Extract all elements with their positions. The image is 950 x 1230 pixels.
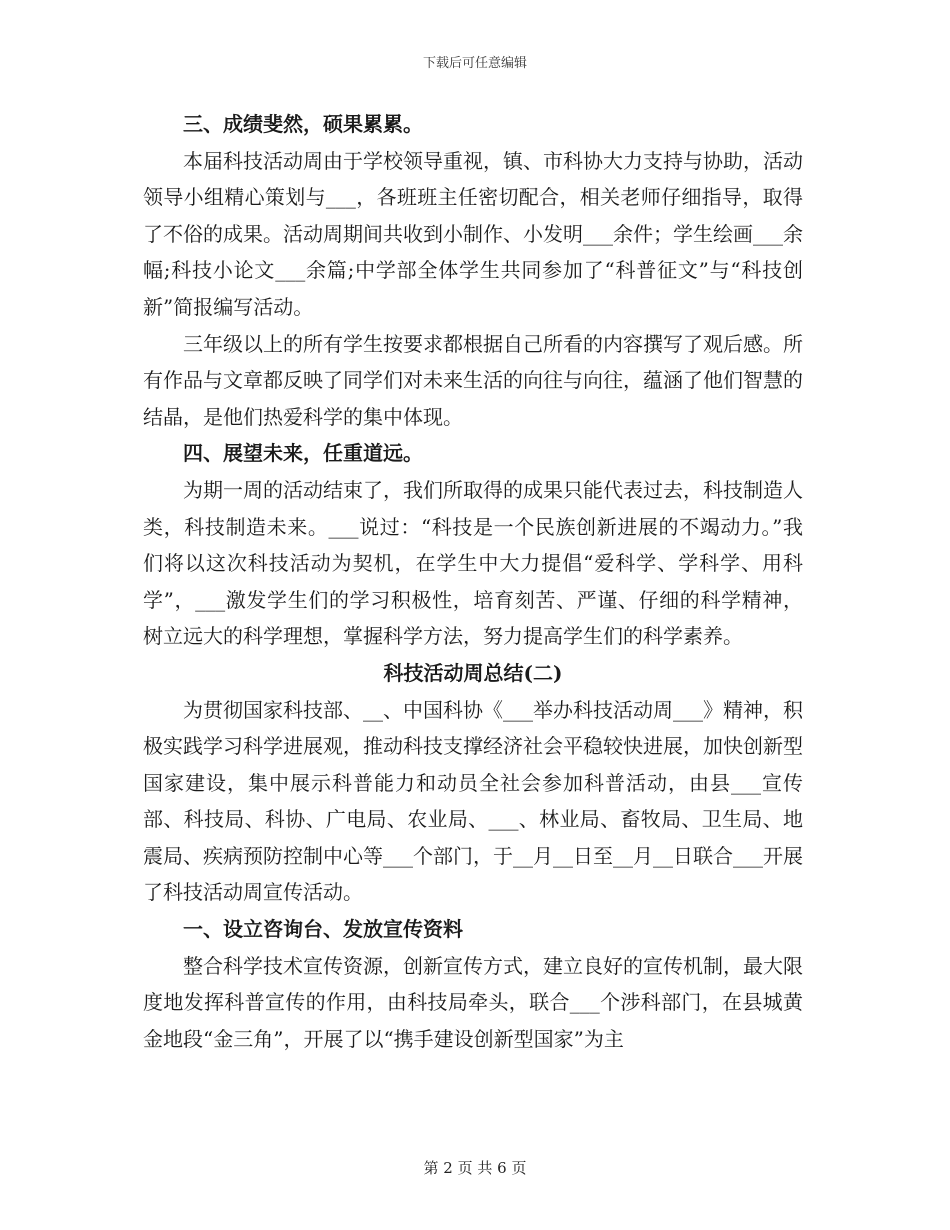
page-footer: 第 2 页 共 6 页 <box>423 1159 527 1177</box>
section-heading-4: 四、展望未来，任重道远。 <box>183 441 423 466</box>
page-header: 下载后可任意编辑 <box>422 56 527 71</box>
paragraph: 为期一周的活动结束了，我们所取得的成果只能代表过去，科技制造人类，科技制造未来。___说过：“科技是一个民族创新进展的不竭动力。”我们将以这次科技活动为契机，在学生中大力提倡“爱科学、学科学、用科学”，___激发学生们的学习积极性，培育刻苦、严谨、仔细的科学精神，树立远大的科学理想，掌握科学方法，努力提高学生们的科学素养。 <box>143 477 803 649</box>
paragraph: 整合科学技术宣传资源，创新宣传方式，建立良好的宣传机制，最大限度地发挥科普宣传的作用，由科技局牵头，联合___个涉科部门，在县城黄金地段“金三角”，开展了以“携手建设创新型国家”为主 <box>143 953 803 1051</box>
paragraph: 三年级以上的所有学生按要求都根据自己所看的内容撰写了观后感。所有作品与文章都反映了同学们对未来生活的向往与向往，蕴涵了他们智慧的结晶，是他们热爱科学的集中体现。 <box>143 331 803 429</box>
document-title: 科技活动周总结(二) <box>383 660 563 685</box>
paragraph: 为贯彻国家科技部、__、中国科协《___举办科技活动周___》精神，积极实践学习科学进展观，推动科技支撑经济社会平稳较快进展，加快创新型国家建设，集中展示科普能力和动员全社会参加科普活动，由县___宣传部、科技局、科协、广电局、农业局、___、林业局、畜牧局、卫生局、地震局、疾病预防控制中心等___个部门，于__月__日至__月__日联合___开展了科技活动周宣传活动。 <box>143 697 803 905</box>
section-heading-1: 一、设立咨询台、发放宣传资料 <box>183 917 463 942</box>
section-heading-3: 三、成绩斐然，硕果累累。 <box>183 112 423 136</box>
paragraph: 本届科技活动周由于学校领导重视，镇、市科协大力支持与协助，活动领导小组精心策划与___，各班班主任密切配合，相关老师仔细指导，取得了不俗的成果。活动周期间共收到小制作、小发明___余件；学生绘画___余幅;科技小论文___余篇;中学部全体学生共同参加了“科普征文”与“科技创新”简报编写活动。 <box>143 148 803 319</box>
document-body <box>143 106 803 1057</box>
